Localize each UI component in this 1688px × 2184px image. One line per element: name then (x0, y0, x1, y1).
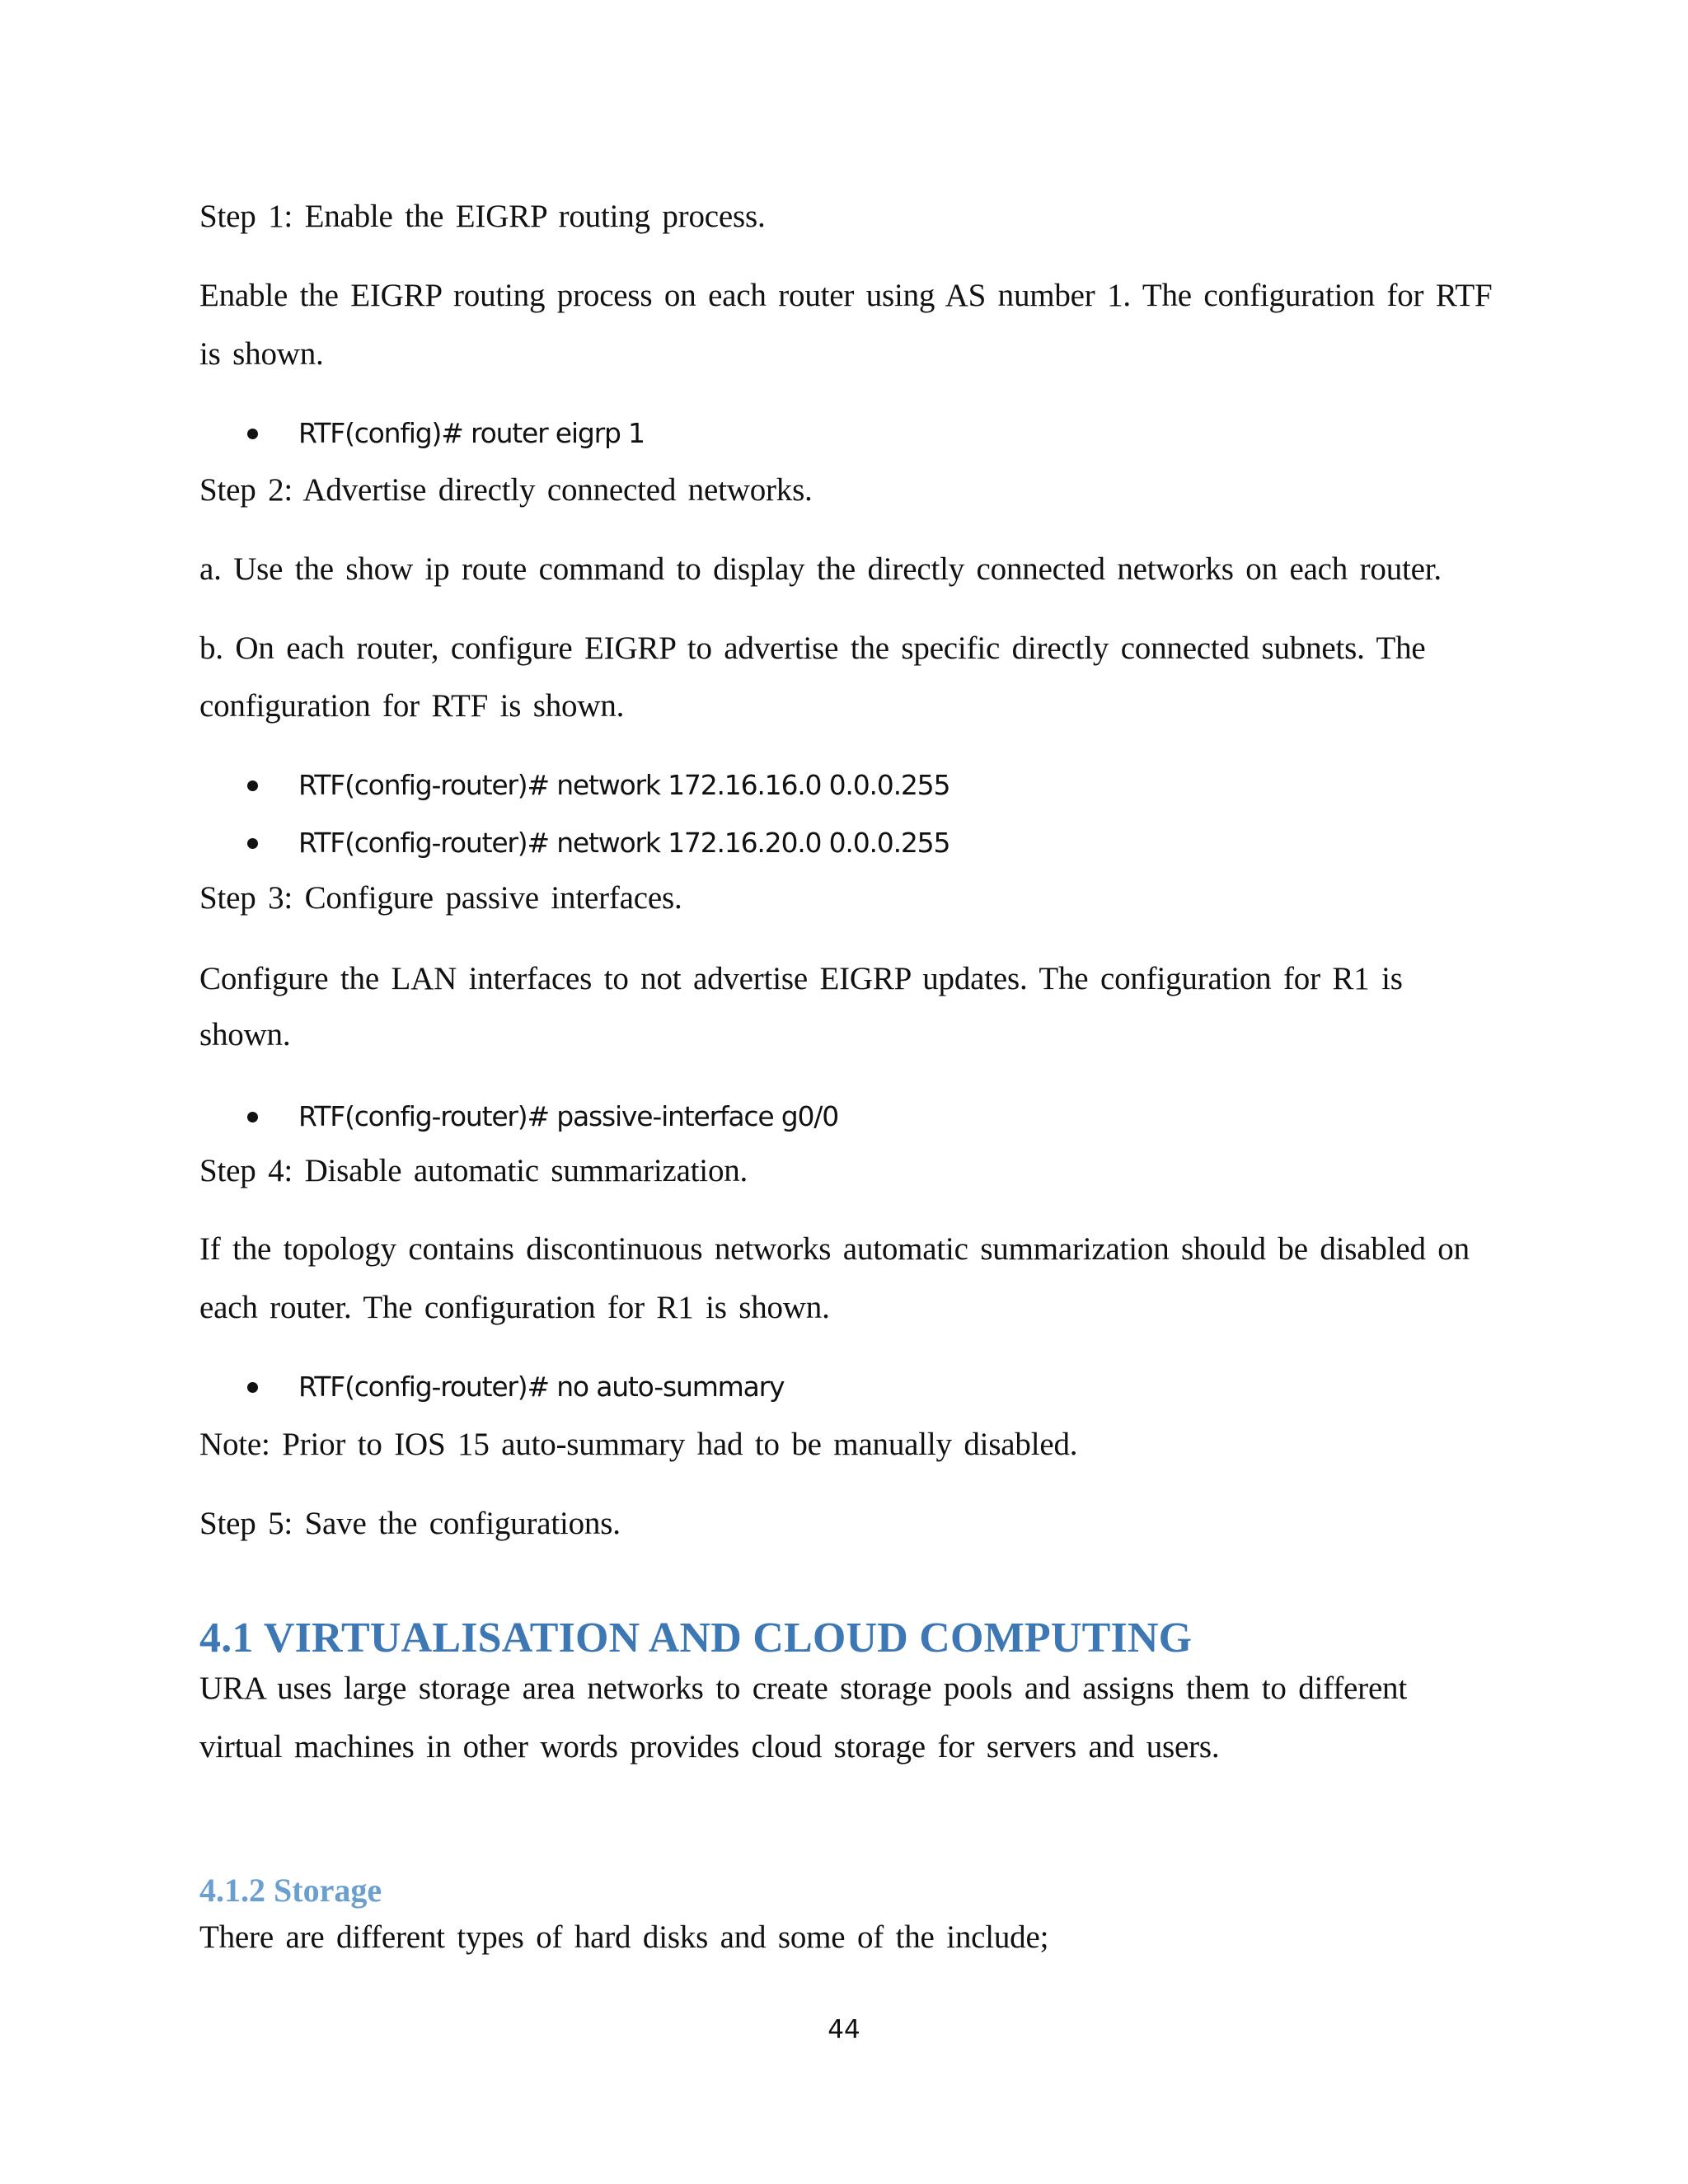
bullet-icon (247, 838, 258, 849)
section-body-line1: URA uses large storage area networks to create storage pools and assigns them to different (199, 1671, 1407, 1706)
note-text: Note: Prior to IOS 15 auto-summary had to be manually disabled. (199, 1427, 1078, 1462)
step3-body-line1: Configure the LAN interfaces to not advertise EIGRP updates. The configuration for R1 is (199, 961, 1403, 996)
step2-item-b-line2: configuration for RTF is shown. (199, 688, 625, 724)
step1-body-line1: Enable the EIGRP routing process on each router using AS number 1. The configuration for RTF (199, 278, 1493, 313)
bullet-icon (247, 1382, 258, 1393)
step3-body-line2: shown. (199, 1017, 291, 1052)
step1-title: Step 1: Enable the EIGRP routing process. (199, 199, 766, 234)
step4-body-line2: each router. The configuration for R1 is shown. (199, 1290, 830, 1325)
page-number: 44 (828, 2015, 860, 2045)
step4-title: Step 4: Disable automatic summarization. (199, 1153, 748, 1188)
bullet-icon (247, 1112, 258, 1122)
step2-command-1: RTF(config-router)# network 172.16.16.0 0.0.0.255 (298, 769, 950, 801)
step2-title: Step 2: Advertise directly connected networks. (199, 472, 813, 508)
step2-item-a: a. Use the show ip route command to display the directly connected networks on each router. (199, 551, 1442, 587)
step3-command: RTF(config-router)# passive-interface g0/0 (298, 1100, 838, 1132)
step1-body-line2: is shown. (199, 336, 324, 372)
bullet-icon (247, 429, 258, 439)
step1-command: RTF(config)# router eigrp 1 (298, 417, 645, 449)
section-body-line2: virtual machines in other words provides cloud storage for servers and users. (199, 1729, 1220, 1765)
step4-command: RTF(config-router)# no auto-summary (298, 1371, 785, 1403)
step5-title: Step 5: Save the configurations. (199, 1506, 621, 1541)
step2-command-2: RTF(config-router)# network 172.16.20.0 0.0.0.255 (298, 827, 950, 859)
step4-body-line1: If the topology contains discontinuous networks automatic summarization should be disabled on (199, 1231, 1470, 1267)
step3-title: Step 3: Configure passive interfaces. (199, 880, 682, 916)
subsection-body: There are different types of hard disks and some of the include; (199, 1919, 1049, 1955)
bullet-icon (247, 780, 258, 791)
section-heading: 4.1 VIRTUALISATION AND CLOUD COMPUTING (199, 1615, 1193, 1661)
subsection-heading: 4.1.2 Storage (199, 1872, 382, 1909)
step2-item-b-line1: b. On each router, configure EIGRP to advertise the specific directly connected subnets. The (199, 630, 1426, 666)
